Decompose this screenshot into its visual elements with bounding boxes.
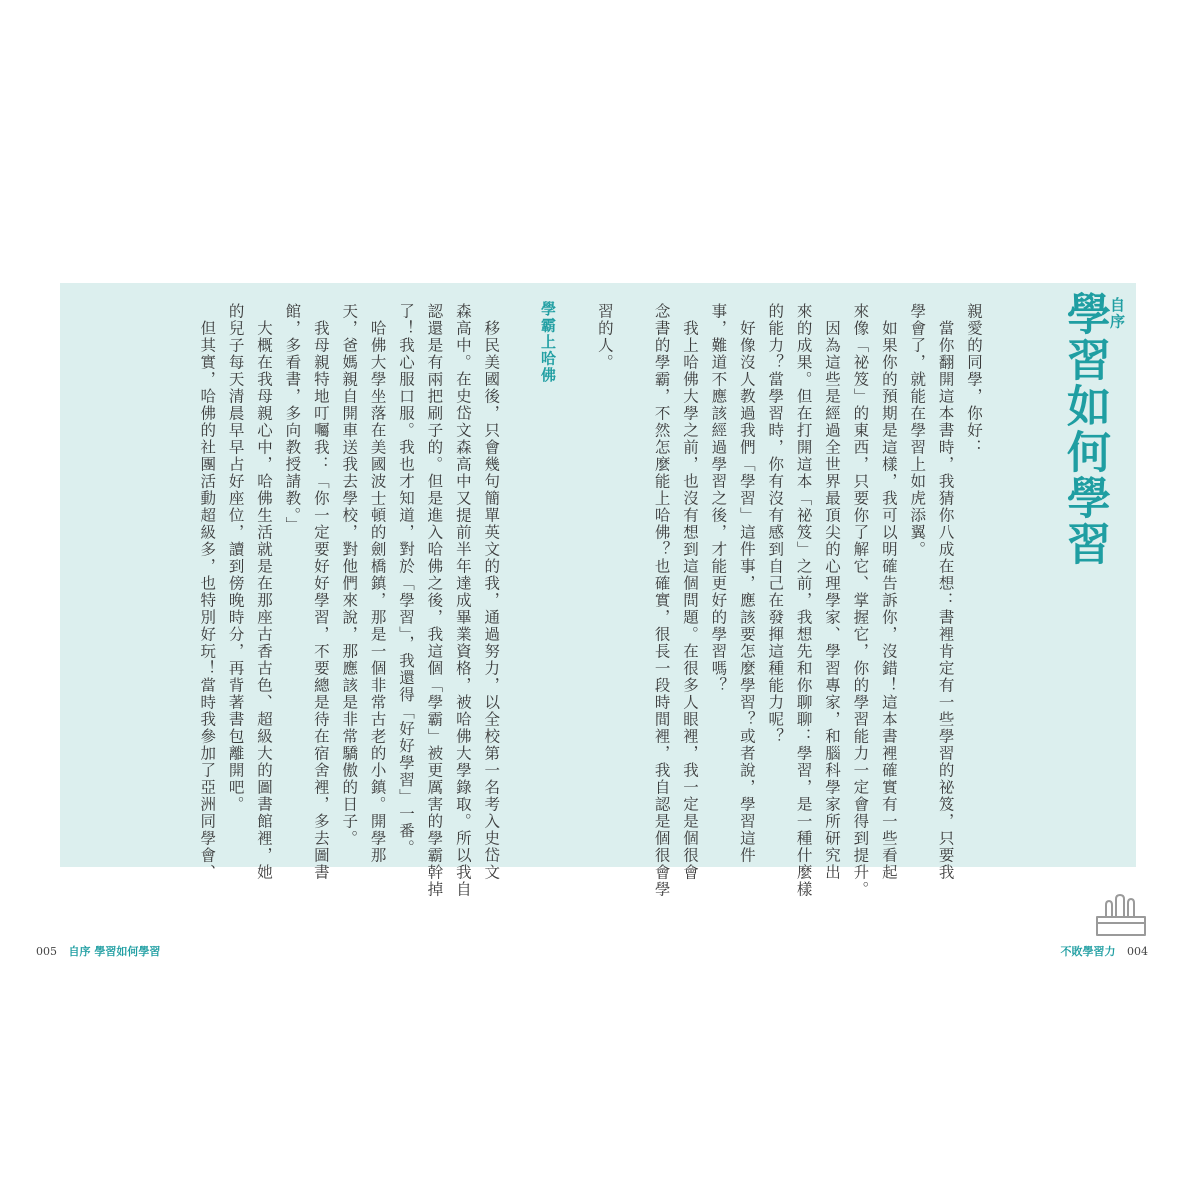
body-column: 我上哈佛大學之前，也沒有想到這個問題。在很多人眼裡，我一定是個很會 — [681, 303, 699, 881]
footer-left — [36, 943, 160, 959]
body-column: 森高中。在史岱文森高中又提前半年達成畢業資格，被哈佛大學錄取。所以我自 — [453, 303, 472, 898]
body-column: 但其實，哈佛的社團活動超級多，也特別好玩！當時我參加了亞洲同學會、 — [198, 303, 217, 881]
left-page-number: 005 — [36, 945, 57, 958]
body-column: 如果你的預期是這樣，我可以明確告訴你，沒錯！這本書裡確實有一些看起 — [879, 303, 898, 881]
section-heading: 學霸上哈佛 — [539, 301, 557, 384]
body-column: 大概在我母親心中，哈佛生活就是在那座古香古色、超級大的圖書館裡，她 — [255, 303, 273, 881]
right-page-number: 004 — [1127, 945, 1148, 958]
body-column: 事，難道不應該經過學習之後，才能更好的學習嗎？ — [709, 303, 728, 694]
left-running-title: 自序 學習如何學習 — [68, 945, 161, 958]
body-column: 哈佛大學坐落在美國波士頓的劍橋鎮，那是一個非常古老的小鎮。開學那 — [368, 303, 387, 864]
chapter-label: 自序 — [1108, 297, 1126, 330]
body-column: 學會了，就能在學習上如虎添翼。 — [908, 303, 927, 558]
body-column: 來像「祕笈」的東西，只要你了解它、掌握它，你的學習能力一定會得到提升。 — [851, 303, 870, 898]
body-column: 天，爸媽親自開車送我去學校，對他們來說，那應該是非常驕傲的日子。 — [340, 303, 359, 847]
body-column: 當你翻開這本書時，我猜你八成在想：書裡肯定有一些學習的祕笈，只要我 — [936, 303, 955, 881]
body-column: 親愛的同學，你好： — [965, 303, 983, 456]
body-column: 館，多看書，多向教授請教。」 — [283, 303, 302, 534]
preface-panel — [60, 283, 1136, 898]
body-column: 的兒子每天清晨早早占好座位，讀到傍晚時分，再背著書包離開吧。 — [226, 303, 245, 813]
right-running-title: 不敗學習力 — [1060, 945, 1116, 958]
body-column: 來的成果。但在打開這本「祕笈」之前，我想先和你聊聊：學習，是一種什麼樣 — [794, 303, 813, 898]
body-column: 念書的學霸，不然怎麼能上哈佛？也確實，很長一段時間裡，我自認是個很會學 — [652, 303, 671, 898]
body-column: 因為這些是經過全世界最頂尖的心理學家、學習專家，和腦科學家所研究出 — [823, 303, 841, 881]
body-column: 了！我心服口服。我也才知道，對於「學習」，我還得「好好學習」一番。 — [397, 303, 415, 857]
body-column: 習的人。 — [595, 303, 614, 371]
chapter-title: 學習如何學習 — [1059, 291, 1110, 567]
body-column: 認還是有兩把刷子的。但是進入哈佛之後，我這個「學霸」被更厲害的學霸幹掉 — [425, 303, 444, 898]
footer-right — [1061, 943, 1149, 959]
body-column: 的能力？當學習時，你有沒有感到自己在發揮這種能力呢？ — [766, 303, 785, 745]
book-holder-icon — [1094, 893, 1148, 939]
body-column: 移民美國後，只會幾句簡單英文的我，通過努力，以全校第一名考入史岱文 — [482, 303, 501, 881]
body-column: 好像沒人教過我們「學習」這件事，應該要怎麼學習？或者說，學習這件 — [737, 303, 756, 864]
body-column: 我母親特地叮囑我：「你一定要好好學習，不要總是待在宿舍裡，多去圖書 — [311, 303, 330, 881]
